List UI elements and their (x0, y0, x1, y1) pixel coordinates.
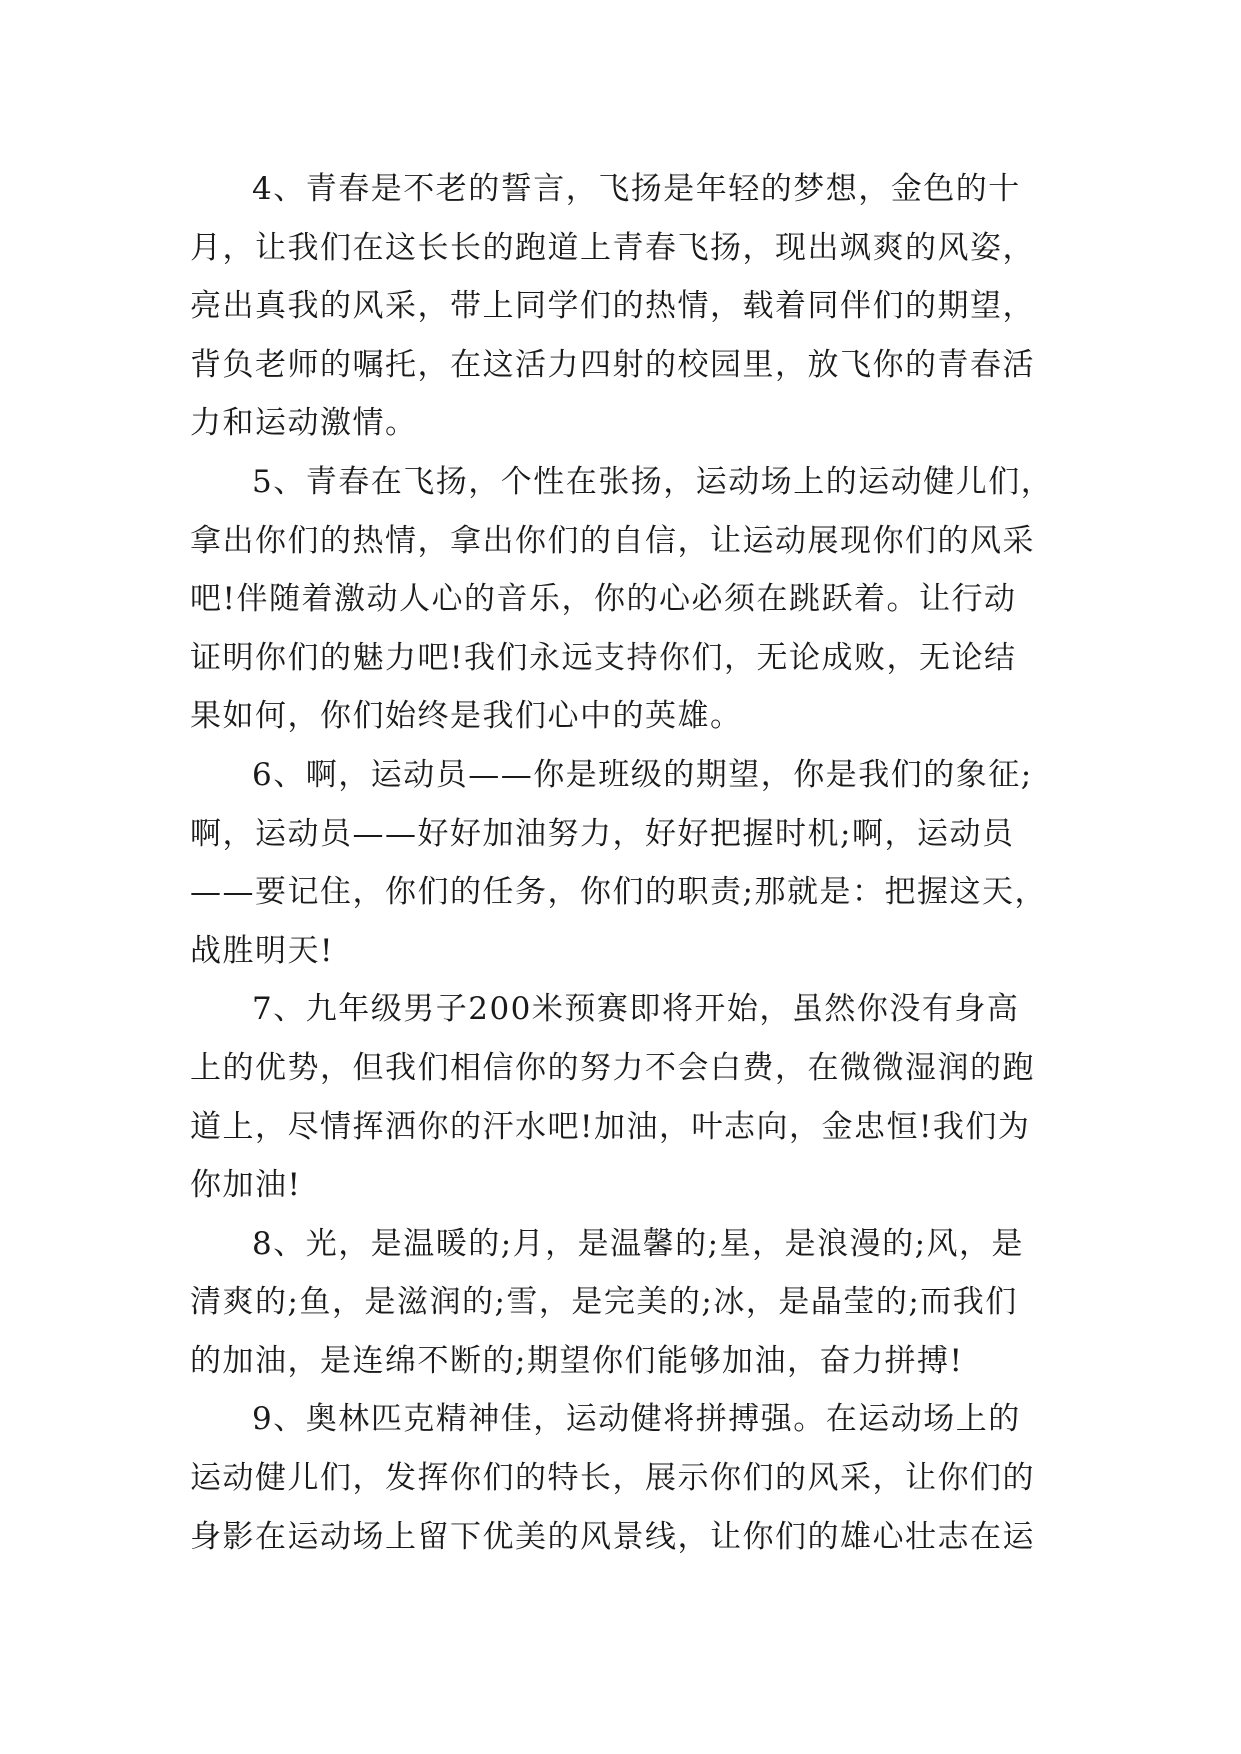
text-line: 运动健儿们，发挥你们的特长，展示你们的风采，让你们的 (190, 1460, 1035, 1497)
text-line: 果如何，你们始终是我们心中的英雄。 (190, 698, 743, 735)
text-line: 5、青春在飞扬，个性在张扬，运动场上的运动健儿们， (252, 463, 1054, 500)
text-line: 亮出真我的风采，带上同学们的热情，载着同伴们的期望， (190, 288, 1035, 325)
paragraph-6 (190, 746, 1070, 980)
text-line: 身影在运动场上留下优美的风景线，让你们的雄心壮志在运 (190, 1518, 1035, 1555)
text-line: ——要记住，你们的任务，你们的职责;那就是：把握这天， (190, 874, 1047, 911)
text-line: 战胜明天! (190, 932, 334, 969)
text-line: 6、啊，运动员——你是班级的期望，你是我们的象征; (252, 756, 1033, 793)
paragraph-7 (190, 980, 1070, 1214)
text-line: 吧!伴随着激动人心的音乐，你的心必须在跳跃着。让行动 (190, 581, 1017, 618)
text-line: 的加油，是连绵不断的;期望你们能够加油，奋力拼搏! (190, 1342, 964, 1379)
text-line: 4、青春是不老的誓言，飞扬是年轻的梦想，金色的十 (252, 171, 1021, 207)
paragraph-4 (190, 160, 1070, 453)
text-line: 9、奥林匹克精神佳，运动健将拼搏强。在运动场上的 (252, 1401, 1021, 1438)
body-text (190, 160, 1070, 1566)
paragraph-9 (190, 1390, 1070, 1566)
text-line: 你加油! (190, 1167, 302, 1204)
text-line: 8、光，是温暖的;月，是温馨的;星，是浪漫的;风，是 (252, 1225, 1025, 1262)
text-line: 上的优势，但我们相信你的努力不会白费，在微微湿润的跑 (190, 1049, 1035, 1086)
paragraph-5 (190, 453, 1070, 746)
text-line: 清爽的;鱼，是滋润的;雪，是完美的;冰，是晶莹的;而我们 (190, 1284, 1018, 1321)
text-line: 啊，运动员——好好加油努力，好好把握时机;啊，运动员 (190, 815, 1015, 852)
text-line: 道上，尽情挥洒你的汗水吧!加油，叶志向，金忠恒!我们为 (190, 1108, 1031, 1145)
text-line: 证明你们的魅力吧!我们永远支持你们，无论成败，无论结 (190, 639, 1017, 676)
paragraph-8 (190, 1215, 1070, 1391)
text-line: 背负老师的嘱托，在这活力四射的校园里，放飞你的青春活 (190, 346, 1035, 383)
text-line: 7、九年级男子200米预赛即将开始，虽然你没有身高 (252, 991, 1020, 1028)
text-line: 力和运动激情。 (190, 405, 418, 442)
text-line: 拿出你们的热情，拿出你们的自信，让运动展现你们的风采 (190, 522, 1035, 559)
text-line: 月，让我们在这长长的跑道上青春飞扬，现出飒爽的风姿， (190, 229, 1035, 266)
